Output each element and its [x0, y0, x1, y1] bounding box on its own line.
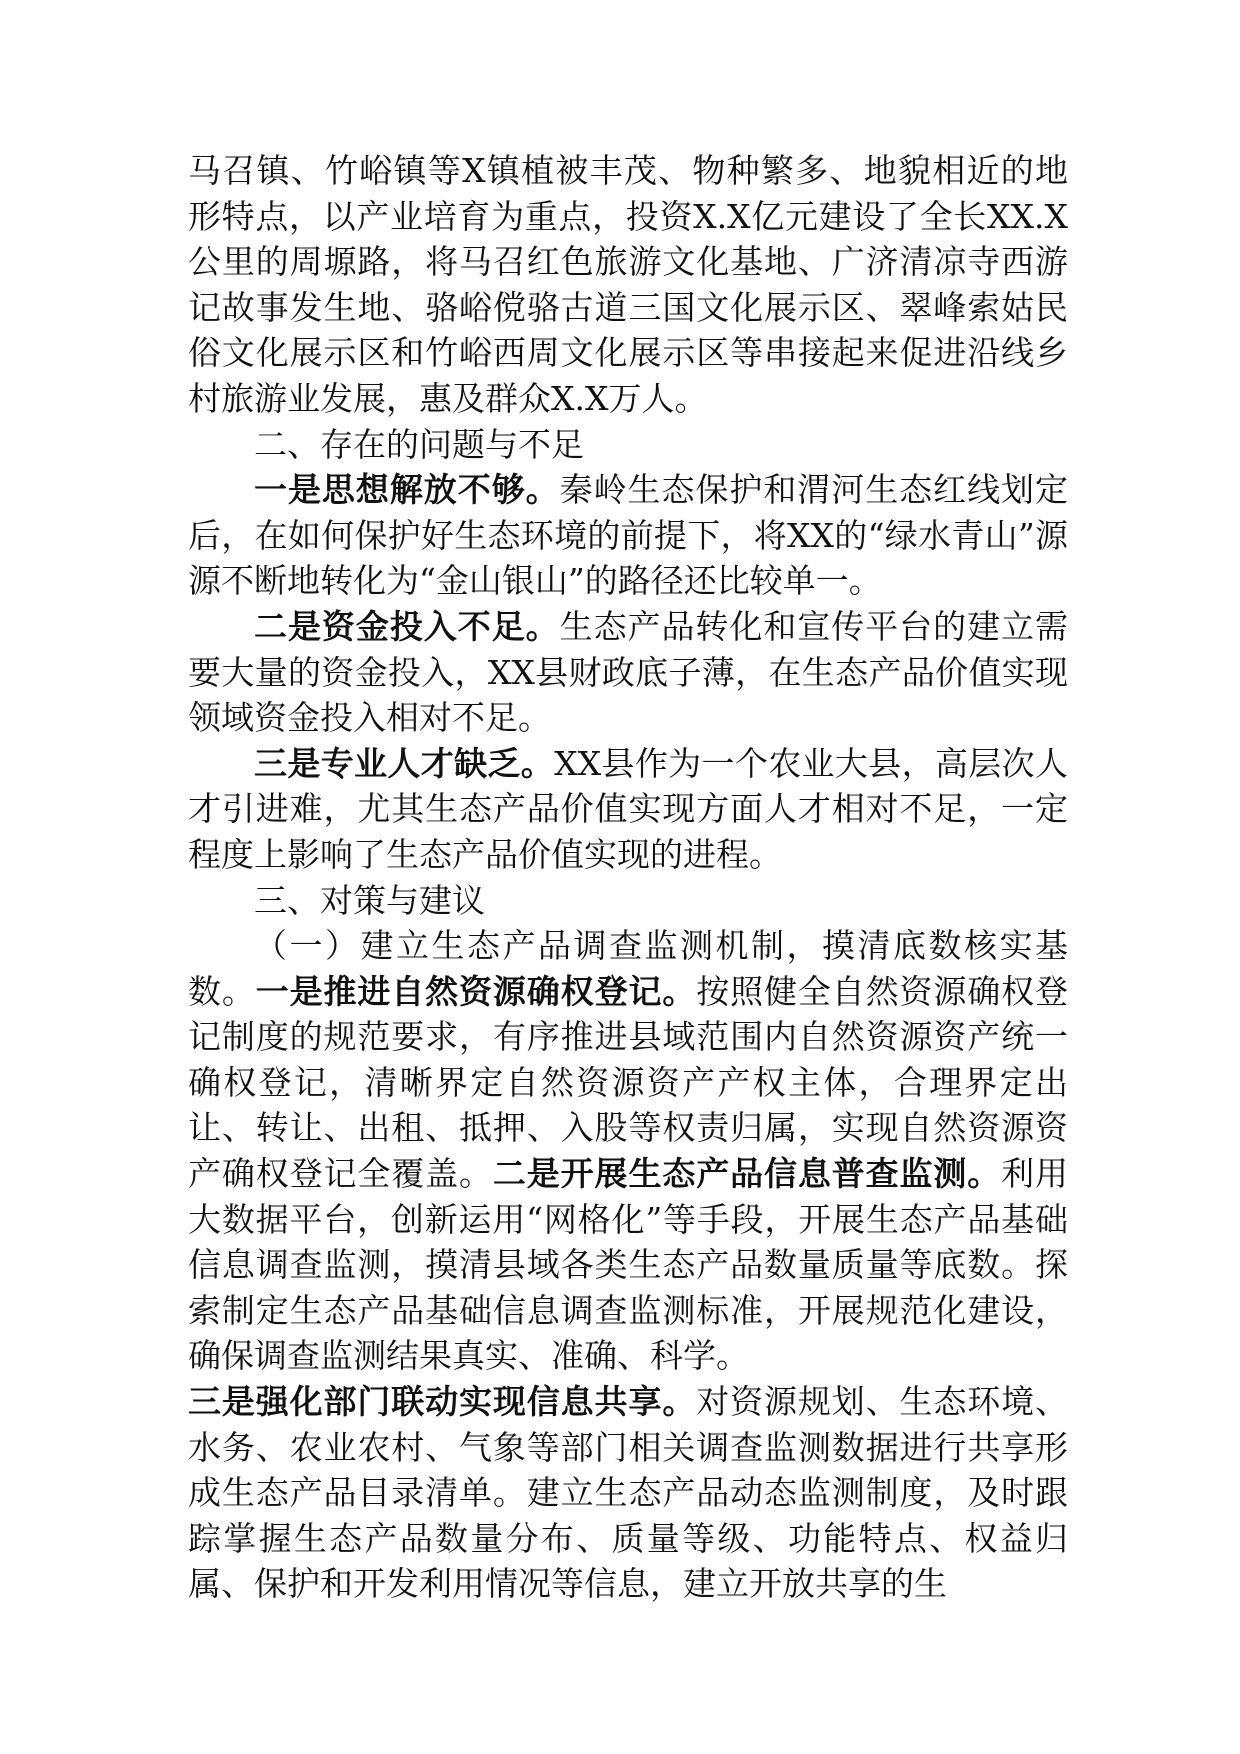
- paragraph-text: 利用大数据平台，创新运用“网格化”等手段，开展生态产品基础信息调查监测，摸清县域各类生态产品数量质量等底数。探索制定生态产品基础信息调查监测标准，开展规范化建设，确保调查监测结果真实、准确、科学。: [188, 1154, 1069, 1376]
- paragraph-problem-2: [188, 604, 1068, 741]
- paragraph-text: XX县作为一个农业大县，高层次人才引进难，尤其生态产品价值实现方面人才相对不足，一定程度上影响了生态产品价值实现的进程。: [188, 743, 1068, 874]
- paragraph-text: 按照健全自然资源确权登记制度的规范要求，有序推进县域范围内自然资源资产统一确权登记，清晰界定自然资源资产产权主体，合理界定出让、转让、出租、抵押、入股等权责归属，实现自然资源资产确权登记全覆盖。: [188, 971, 1069, 1194]
- document-page: [188, 148, 1068, 1607]
- bold-lead: 二是资金投入不足。: [254, 606, 560, 646]
- bold-lead: 一是推进自然资源确权登记。: [255, 971, 697, 1011]
- paragraph-suggestion-1: [188, 923, 1068, 1379]
- paragraph-intro-continuation: [188, 148, 1068, 422]
- subheading-text: （一）建立生态产品调查监测机制，摸清底数核实基数。: [188, 926, 1068, 1011]
- paragraph-text: 生态产品转化和宣传平台的建立需要大量的资金投入，XX县财政底子薄，在生态产品价值实现领域资金投入相对不足。: [188, 606, 1069, 738]
- paragraph-problem-3: [188, 741, 1068, 878]
- heading-text: 二、存在的问题与不足: [254, 424, 584, 464]
- bold-lead: 一是思想解放不够。: [254, 470, 560, 510]
- paragraph-text: 秦岭生态保护和渭河生态红线划定后，在如何保护好生态环境的前提下，将XX的“绿水青山”源源不断地转化为“金山银山”的路径还比较单一。: [188, 470, 1069, 601]
- section-heading-problems: [188, 422, 1068, 468]
- bold-lead: 二是开展生态产品信息普查监测。: [492, 1154, 1002, 1194]
- paragraph-problem-1: [188, 467, 1068, 604]
- bold-lead: 三是强化部门联动实现信息共享。: [188, 1382, 697, 1422]
- paragraph-text: 马召镇、竹峪镇等X镇植被丰茂、物种繁多、地貌相近的地形特点，以产业培育为重点，投资X.X亿元建设了全长XX.X公里的周塬路，将马召红色旅游文化基地、广济清凉寺西游记故事发生地、骆峪傥骆古道三国文化展示区、翠峰索姑民俗文化展示区和竹峪西周文化展示区等串接起来促进沿线乡村旅游业发展，惠及群众X.X万人。: [188, 151, 1068, 418]
- heading-text: 三、对策与建议: [254, 880, 485, 920]
- paragraph-suggestion-1-cont: [188, 1379, 1068, 1607]
- section-heading-suggestions: [188, 878, 1068, 924]
- paragraph-text: 对资源规划、生态环境、水务、农业农村、气象等部门相关调查监测数据进行共享形成生态产品目录清单。建立生态产品动态监测制度，及时跟踪掌握生态产品数量分布、质量等级、功能特点、权益归属、保护和开发利用情况等信息，建立开放共享的生: [188, 1382, 1069, 1604]
- bold-lead: 三是专业人才缺乏。: [254, 743, 555, 783]
